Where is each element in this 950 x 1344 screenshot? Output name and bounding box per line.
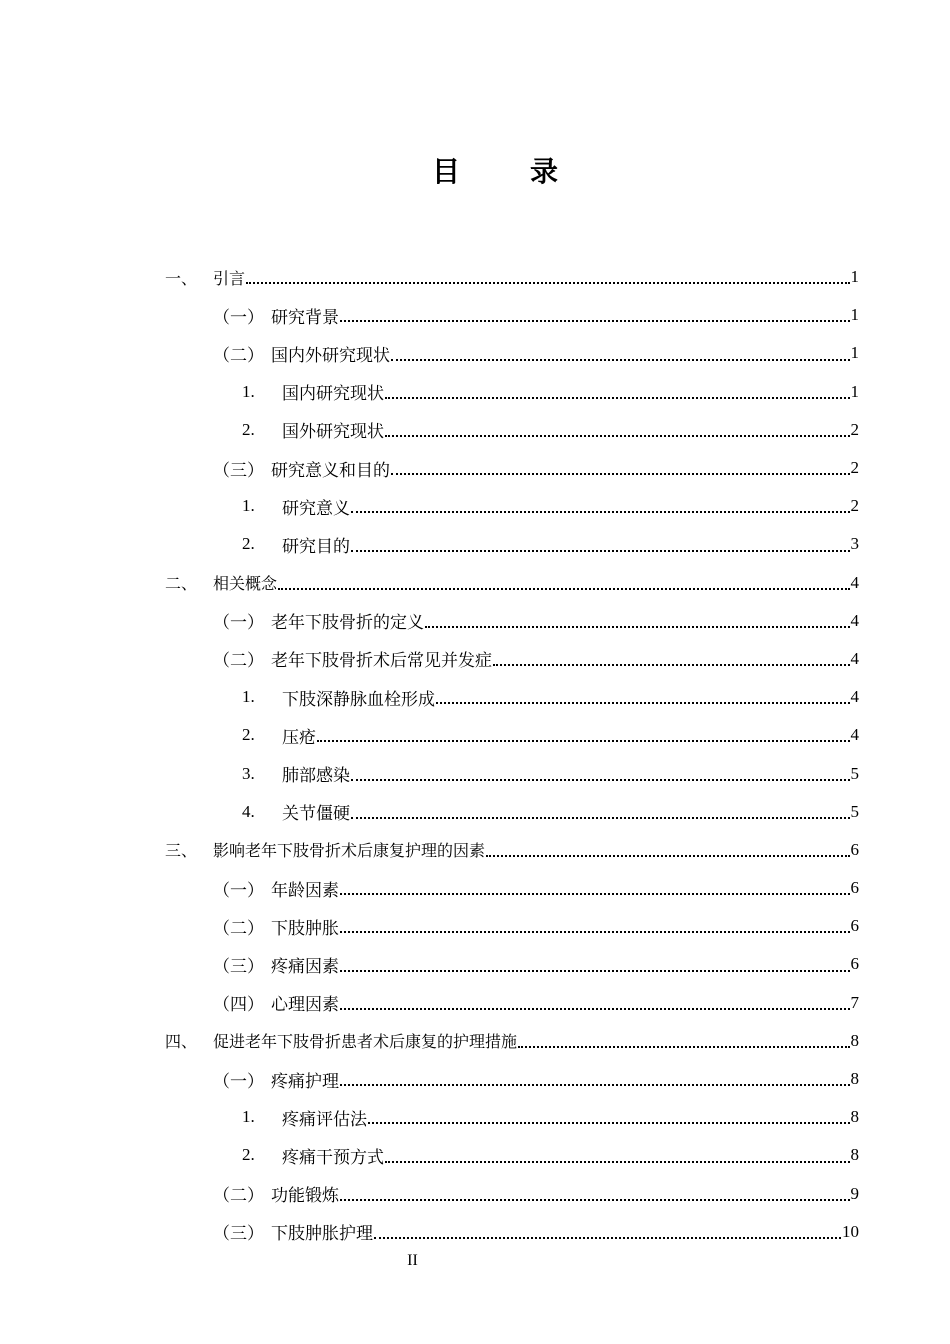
title-char-1: 目 xyxy=(431,155,460,188)
dot-leader xyxy=(351,550,850,552)
toc-entry[interactable] xyxy=(165,487,859,525)
toc-entry[interactable] xyxy=(165,1098,859,1136)
toc-entry-page: 2 xyxy=(850,458,859,478)
toc-entry[interactable] xyxy=(165,1136,859,1174)
toc-entry[interactable] xyxy=(165,907,859,945)
toc-entry-number: （三） xyxy=(213,460,264,480)
toc-entry-title: 疼痛评估法 xyxy=(282,1109,367,1129)
dot-leader xyxy=(351,779,850,781)
toc-entry-number: 四、 xyxy=(165,1032,198,1052)
toc-entry[interactable] xyxy=(165,334,859,372)
toc-entry[interactable] xyxy=(165,1213,859,1251)
dot-leader xyxy=(340,893,850,895)
toc-entry-page: 2 xyxy=(850,496,859,516)
toc-entry-number: （一） xyxy=(213,613,264,633)
toc-entry-number: 2. xyxy=(242,1145,255,1165)
toc-entry[interactable] xyxy=(165,449,859,487)
toc-entry-number: 2. xyxy=(242,725,255,745)
toc-entry-page: 5 xyxy=(850,763,859,783)
toc-entry[interactable] xyxy=(165,411,859,449)
dot-leader xyxy=(493,664,850,666)
toc-entry[interactable] xyxy=(165,373,859,411)
toc-entry-number: 1. xyxy=(242,381,255,401)
dot-leader xyxy=(374,1237,841,1239)
dot-leader xyxy=(340,931,850,933)
toc-entry-title: 促进老年下肢骨折患者术后康复的护理措施 xyxy=(213,1032,518,1052)
toc-entry[interactable] xyxy=(165,1022,859,1060)
toc-entry-number: 2. xyxy=(242,419,255,439)
dot-leader xyxy=(385,435,850,437)
toc-entry-page: 8 xyxy=(850,1069,859,1089)
toc-entry-number: （一） xyxy=(213,1071,264,1091)
dot-leader xyxy=(340,970,850,972)
toc-entry-title: 疼痛干预方式 xyxy=(282,1147,384,1167)
toc-entry-page: 6 xyxy=(850,839,859,859)
dot-leader xyxy=(486,855,849,857)
toc-entry-title: 国外研究现状 xyxy=(282,422,384,442)
dot-leader xyxy=(391,359,850,361)
toc-entry[interactable] xyxy=(165,640,859,678)
toc-entry[interactable] xyxy=(165,564,859,602)
toc-entry-page: 5 xyxy=(850,801,859,821)
dot-leader xyxy=(351,817,850,819)
toc-entry-page: 2 xyxy=(850,419,859,439)
toc-entry-number: 一、 xyxy=(165,268,198,288)
dot-leader xyxy=(391,473,850,475)
toc-entry-page: 6 xyxy=(850,878,859,898)
toc-entry-page: 1 xyxy=(850,343,859,363)
toc-entry-number: 1. xyxy=(242,1107,255,1127)
toc-entry-title: 研究意义 xyxy=(282,498,350,518)
toc-entry[interactable] xyxy=(165,296,859,334)
toc-entry-page: 8 xyxy=(850,1107,859,1127)
dot-leader xyxy=(385,397,850,399)
toc-entry[interactable] xyxy=(165,678,859,716)
toc-entry-title: 老年下肢骨折术后常见并发症 xyxy=(271,651,492,671)
toc-entry-page: 8 xyxy=(850,1145,859,1165)
toc-entry[interactable] xyxy=(165,831,859,869)
toc-entry-title: 老年下肢骨折的定义 xyxy=(271,613,424,633)
toc-entry-number: 1. xyxy=(242,496,255,516)
page-title xyxy=(0,150,950,190)
toc-entry-title: 下肢肿胀护理 xyxy=(271,1224,373,1244)
toc-entry[interactable] xyxy=(165,945,859,983)
toc-entry-title: 压疮 xyxy=(282,727,316,747)
toc-entry[interactable] xyxy=(165,984,859,1022)
toc-entry[interactable] xyxy=(165,1060,859,1098)
toc-entry-title: 国内研究现状 xyxy=(282,384,384,404)
toc-entry-page: 9 xyxy=(850,1183,859,1203)
toc-entry-title: 研究背景 xyxy=(271,307,339,327)
dot-leader xyxy=(368,1122,850,1124)
toc-entry-number: （一） xyxy=(213,880,264,900)
dot-leader xyxy=(385,1161,850,1163)
toc-entry-number: （二） xyxy=(213,918,264,938)
toc-entry-title: 研究意义和目的 xyxy=(271,460,390,480)
toc-entry-title: 心理因素 xyxy=(271,995,339,1015)
toc-entry-number: 2. xyxy=(242,534,255,554)
toc-entry-title: 疼痛护理 xyxy=(271,1071,339,1091)
toc-entry-number: 4. xyxy=(242,801,255,821)
toc-entry-title: 功能锻炼 xyxy=(271,1186,339,1206)
toc-entry-page: 7 xyxy=(850,992,859,1012)
toc-entry-title: 下肢深静脉血栓形成 xyxy=(282,689,435,709)
dot-leader xyxy=(340,1008,850,1010)
toc-entry[interactable] xyxy=(165,716,859,754)
toc-entry-number: （三） xyxy=(213,1224,264,1244)
toc-entry-page: 1 xyxy=(850,267,859,287)
toc-entry[interactable] xyxy=(165,258,859,296)
toc-entry-title: 关节僵硬 xyxy=(282,804,350,824)
toc-entry-page: 1 xyxy=(850,305,859,325)
toc-entry[interactable] xyxy=(165,754,859,792)
dot-leader xyxy=(246,282,849,284)
dot-leader xyxy=(436,702,850,704)
toc-entry-number: 1. xyxy=(242,687,255,707)
toc-entry[interactable] xyxy=(165,869,859,907)
toc-entry-number: 三、 xyxy=(165,841,198,861)
toc-entry-number: （一） xyxy=(213,307,264,327)
toc-entry-page: 8 xyxy=(850,1030,859,1050)
toc-entry-page: 4 xyxy=(850,648,859,668)
toc-entry-page: 4 xyxy=(850,725,859,745)
toc-entry-title: 肺部感染 xyxy=(282,766,350,786)
toc-entry-page: 1 xyxy=(850,381,859,401)
toc-entry-number: （四） xyxy=(213,995,264,1015)
toc-entry-page: 4 xyxy=(850,687,859,707)
toc-entry-number: （二） xyxy=(213,1186,264,1206)
toc-entry-number: 3. xyxy=(242,763,255,783)
dot-leader xyxy=(351,511,850,513)
table-of-contents xyxy=(165,258,859,1251)
dot-leader xyxy=(317,740,850,742)
toc-entry-number: 二、 xyxy=(165,574,198,594)
toc-entry-title: 疼痛因素 xyxy=(271,956,339,976)
toc-entry[interactable] xyxy=(165,793,859,831)
dot-leader xyxy=(278,588,849,590)
toc-entry-number: （二） xyxy=(213,345,264,365)
dot-leader xyxy=(340,320,850,322)
toc-entry-title: 下肢肿胀 xyxy=(271,918,339,938)
toc-entry-title: 国内外研究现状 xyxy=(271,345,390,365)
toc-entry-number: （二） xyxy=(213,651,264,671)
toc-entry-page: 6 xyxy=(850,916,859,936)
dot-leader xyxy=(340,1084,850,1086)
toc-entry-title: 年龄因素 xyxy=(271,880,339,900)
toc-entry[interactable] xyxy=(165,525,859,563)
toc-entry-title: 相关概念 xyxy=(213,574,278,594)
dot-leader xyxy=(340,1199,850,1201)
toc-entry-title: 研究目的 xyxy=(282,536,350,556)
dot-leader xyxy=(518,1046,849,1048)
toc-entry-number: （三） xyxy=(213,956,264,976)
toc-entry-page: 4 xyxy=(850,610,859,630)
title-char-2: 录 xyxy=(530,155,559,188)
toc-entry-title: 引言 xyxy=(213,268,246,288)
toc-entry-page: 10 xyxy=(842,1221,859,1241)
toc-entry-title: 影响老年下肢骨折术后康复护理的因素 xyxy=(213,841,486,861)
toc-entry-page: 6 xyxy=(850,954,859,974)
toc-entry[interactable] xyxy=(165,602,859,640)
page-number-footer: II xyxy=(407,1252,418,1269)
toc-entry-page: 3 xyxy=(850,534,859,554)
toc-entry[interactable] xyxy=(165,1175,859,1213)
toc-entry-page: 4 xyxy=(850,572,859,592)
dot-leader xyxy=(425,626,850,628)
